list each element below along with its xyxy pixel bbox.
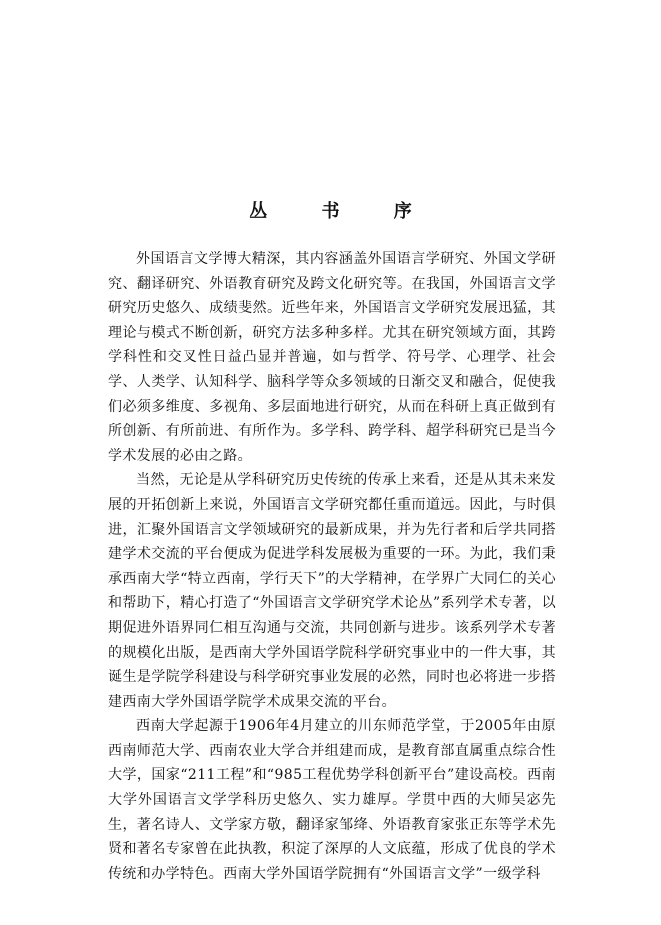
body-text — [108, 247, 556, 886]
paragraph-3: 西南大学起源于1906年4月建立的川东师范学堂，于2005年由原西南师范大学、西南农业大学合并组建而成，是教育部直属重点综合性大学，国家“211工程”和“985工程优势学科创新平台”建设高校。西南大学外国语言文学学科历史悠久、实力雄厚。学贯中西的大师吴宓先生，著名诗人、文学家方敬，翻译家邹绛、外语教育家张正东等学术先贤和著名专家曾在此执教，积淀了深厚的人文底蕴，形成了优良的学术传统和办学特色。西南大学外国语学院拥有“外国语言文学”一级学科 — [108, 718, 556, 882]
paragraph-1: 外国语言文学博大精深，其内容涵盖外国语言学研究、外国文学研究、翻译研究、外语教育研究及跨文化研究等。在我国，外国语言文学研究历史悠久、成绩斐然。近些年来，外国语言文学研究发展迅猛，其理论与模式不断创新，研究方法多种多样。尤其在研究领域方面，其跨学科性和交叉性日益凸显并普遍，如与哲学、符号学、心理学、社会学、人类学、认知科学、脑科学等众多领域的日渐交叉和融合，促使我们必须多维度、多视角、多层面地进行研究，从而在科研上真正做到有所创新、有所前进、有所作为。多学科、跨学科、超学科研究已是当今学术发展的必由之路。 — [108, 251, 556, 464]
paragraph-2: 当然，无论是从学科研究历史传统的传承上来看，还是从其未来发展的开拓创新上来说，外国语言文学研究都任重而道远。因此，与时俱进，汇聚外国语言文学领域研究的最新成果，并为先行者和后学共同搭建学术交流的平台便成为促进学科发展极为重要的一环。为此，我们秉承西南大学“特立西南，学行天下”的大学精神，在学界广大同仁的关心和帮助下，精心打造了“外国语言文学研究学术论丛”系列学术专著，以期促进外语界同仁相互沟通与交流，共同创新与进步。该系列学术专著的规模化出版，是西南大学外国语学院科学研究事业中的一件大事，其诞生是学院学科建设与科学研究事业发展的必然，同时也必将进一步搭建西南大学外国语学院学术成果交流的平台。 — [108, 472, 556, 710]
page-title: 丛 书 序 — [249, 201, 436, 222]
